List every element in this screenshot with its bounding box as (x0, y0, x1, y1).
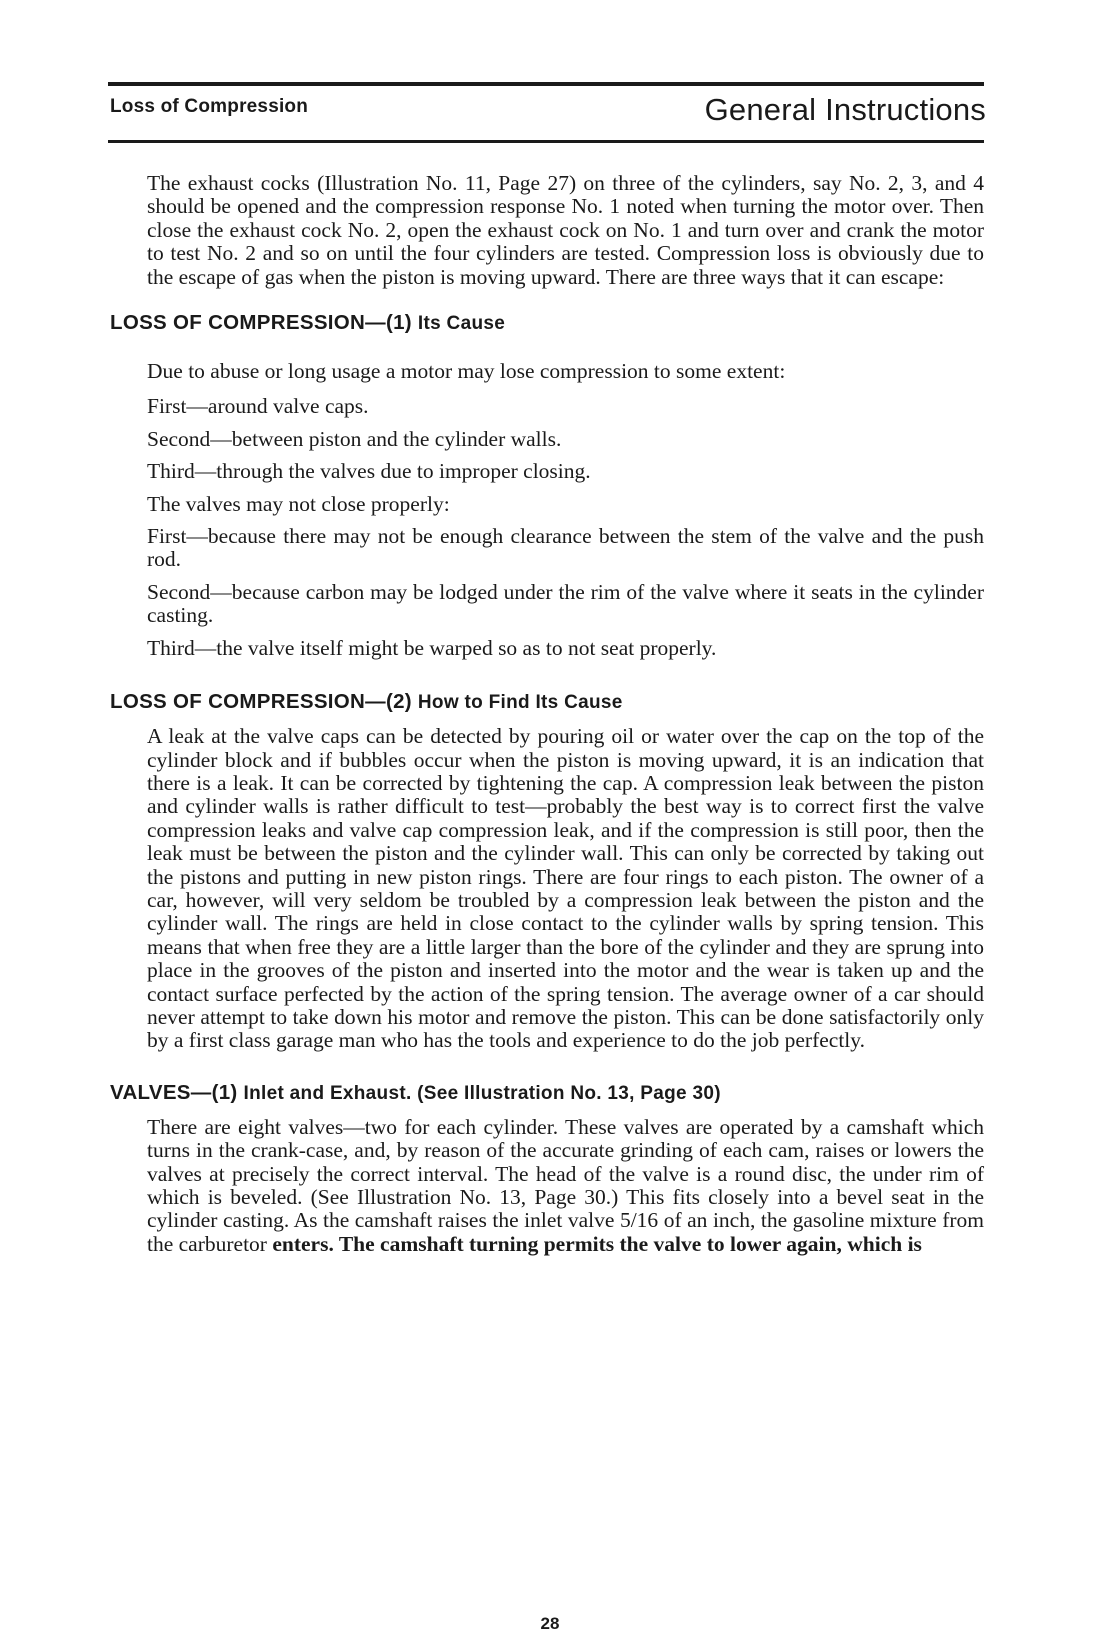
list-item: First—because there may not be enough clearance between the stem of the valve and the push rod. (147, 524, 984, 572)
running-head-section: Loss of Compression (110, 96, 309, 117)
paragraph: A leak at the valve caps can be detected by pouring oil or water over the cap on the top of the cylinder block and if bubbles occur when the piston is moving upward, it is an indication that there is a leak. It can be corrected by tightening the cap. A compression leak between the piston and cylinder walls is rather difficult to test—probably the best way is to correct first the valve compression leaks and valve cap compression leak, and if the compression is still poor, then the leak must be between the piston and the cylinder wall. This can only be corrected by taking out the pistons and putting in new piston rings. There are four rings to each piston. The owner of a car, however, will very seldom be troubled by a compression leak between the piston and the cylinder wall. The rings are held in close contact to the cylinder walls by spring tension. This means that when free they are a little larger than the bore of the cylinder and they are sprung into place in the grooves of the piston and inserted into the motor and the wear is taken up and the contact surface perfected by the action of the spring tension. The average owner of a car should never attempt to take down his motor and remove the piston. This can be done satisfactorily only by a first class garage man who has the tools and experience to do the job perfectly. (147, 724, 984, 1053)
paragraph: The valves may not close properly: (147, 491, 450, 516)
section-heading-text: LOSS OF COMPRESSION—(2) (110, 690, 412, 714)
section-subheading: Inlet and Exhaust. (See Illustration No. 13, Page 30) (243, 1082, 721, 1104)
paragraph (147, 1116, 984, 1256)
section-heading-loss-cause (110, 311, 984, 336)
page-number: 28 (540, 1614, 560, 1633)
header-rule-bottom (108, 140, 984, 143)
paragraph: Due to abuse or long usage a motor may lose compression to some extent: (147, 359, 786, 384)
section-subheading: How to Find Its Cause (417, 692, 623, 714)
list-item: Second—between piston and the cylinder walls. (147, 426, 562, 451)
section-heading-loss-find (110, 690, 984, 715)
running-head-chapter: General Instructions (704, 92, 986, 127)
page-body (110, 172, 984, 1256)
section-heading-text: LOSS OF COMPRESSION—(1) (110, 311, 412, 335)
list-item: Second—because carbon may be lodged under the rim of the valve where it seats in the cylinder casting. (147, 579, 984, 628)
paragraph-text: There are eight valves—two for each cylinder. These valves are operated by a camshaft which turns in the crank-case, and, by reason of the accurate grinding of each cam, raises or lowers the valves at precisely the correct interval. The head of the valve is a round disc, the under rim of which is beveled. (See Illustration No. 13, Page 30.) This fits closely into a bevel seat in the cylinder casting. As the camshaft raises the inlet valve 5/16 of an inch, the gasoline mixture from the carburetor (147, 1114, 984, 1256)
section-heading-text: VALVES—(1) (110, 1080, 238, 1104)
list-item: Third—the valve itself might be warped so as to not seat properly. (147, 635, 717, 660)
section-subheading: Its Cause (417, 313, 506, 335)
section-heading-valves (110, 1081, 984, 1106)
paragraph-text-bold: enters. The camshaft turning permits the valve to lower again, which is (272, 1231, 922, 1256)
header-rule-top (108, 82, 984, 86)
list-item: Third—through the valves due to improper closing. (147, 459, 591, 484)
intro-paragraph: The exhaust cocks (Illustration No. 11, Page 27) on three of the cylinders, say No. 2, 3, and 4 should be opened and the compression response No. 1 noted when turning the motor over. Then close the exhaust cock No. 2, open the exhaust cock on No. 1 and turn over and crank the motor to test No. 2 and so on until the four cylinders are tested. Compression loss is obviously due to the escape of gas when the piston is moving upward. There are three ways that it can escape: (147, 171, 984, 289)
list-item: First—around valve caps. (147, 394, 369, 419)
